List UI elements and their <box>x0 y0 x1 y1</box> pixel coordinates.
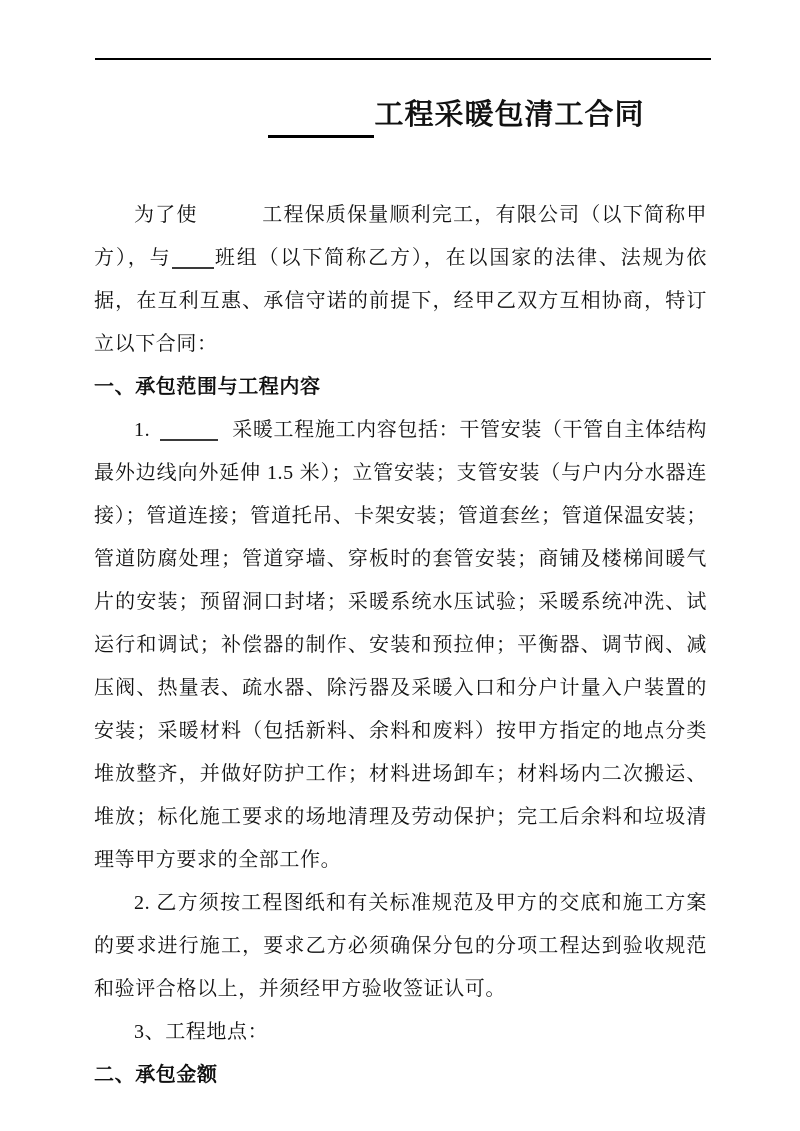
paragraph-item-2: 2. 乙方须按工程图纸和有关标准规范及甲方的交底和施工方案的要求进行施工，要求乙方必须确保分包的分项工程达到验收规范和验评合格以上，并须经甲方验收签证认可。 <box>94 892 707 1000</box>
party-b-blank-underline <box>172 267 214 269</box>
intro-mid-text: 工程保质保量顺利完工，有限公司（以下简称甲方），与 <box>94 204 707 269</box>
title-blank-underline <box>268 135 374 138</box>
paragraph-item-3: 3、工程地点： <box>134 1021 269 1043</box>
document-body <box>94 194 707 1097</box>
intro-lead-text: 为了使 <box>134 204 198 226</box>
item1-text: 采暖工程施工内容包括：干管安装（干管自主体结构最外边线向外延伸 1.5 米）；立管安装；支管安装（与户内分水器连接）；管道连接；管道托吊、卡架安装；管道套丝；管道保温安装；管道防腐处理；管道穿墙、穿板时的套管安装；商铺及楼梯间暖气片的安装；预留洞口封堵；采暖系统水压试验；采暖系统冲洗、试运行和调试；补偿器的制作、安装和预拉伸；平衡器、调节阀、减压阀、热量表、疏水器、除污器及采暖入口和分户计量入户装置的安装；采暖材料（包括新料、余料和废料）按甲方指定的地点分类堆放整齐，并做好防护工作；材料进场卸车；材料场内二次搬运、堆放；标化施工要求的场地清理及劳动保护；完工后余料和垃圾清理等甲方要求的全部工作。 <box>94 419 707 871</box>
intro-tail-text: 班组（以下简称乙方），在以国家的法律、法规为依据，在互利互惠、承信守诺的前提下，经甲乙双方互相协商，特订立以下合同： <box>94 247 707 355</box>
section-heading-2: 二、承包金额 <box>94 1064 218 1086</box>
page-title: 工程采暖包清工合同 <box>374 99 645 131</box>
document-title-line <box>150 92 763 138</box>
paragraph-intro <box>94 194 707 366</box>
section-heading-1: 一、承包范围与工程内容 <box>94 376 321 398</box>
item1-number: 1. <box>134 419 151 441</box>
paragraph-item-1 <box>94 409 707 882</box>
item1-blank-underline <box>160 439 218 441</box>
header-rule <box>95 58 711 60</box>
